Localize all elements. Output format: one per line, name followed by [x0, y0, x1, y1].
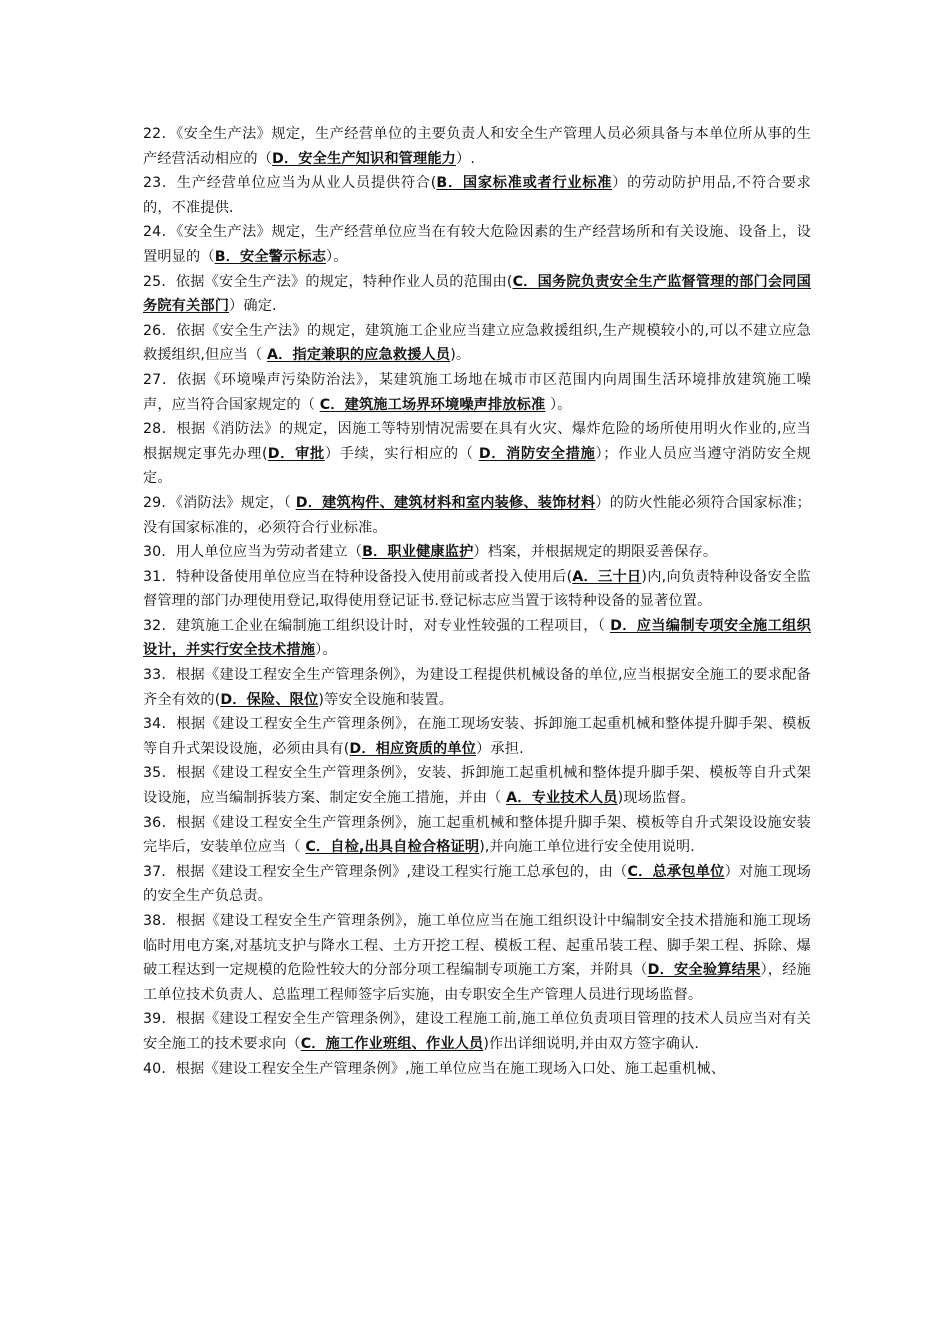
- answer-2: D．消防安全措施: [478, 445, 596, 462]
- answer: D．应当编制专项安全施工组织设计，并实行安全技术措施: [143, 617, 812, 659]
- question-text-tail: ),并向施工单位进行安全使用说明.: [479, 839, 695, 856]
- question-number: 24: [143, 224, 162, 241]
- question-text-tail: ）承担.: [476, 740, 524, 757]
- question-number: 37: [143, 863, 162, 880]
- question-number: 29: [143, 494, 162, 511]
- answer: D．审批: [267, 445, 325, 462]
- question-text: 根据《消防法》的规定，因施工等特别情况需要在具有火灾、爆炸危险的场所使用明火作业的,应当根据规定事先办理(: [143, 421, 811, 462]
- question-number: 40: [143, 1060, 162, 1077]
- question-text-tail: )。: [450, 347, 471, 364]
- question-number: 35: [143, 765, 162, 782]
- question-39: 39．根据《建设工程安全生产管理条例》，建设工程施工前,施工单位负责项目管理的技术人员应当对有关安全施工的技术要求向（C．施工作业班组、作业人员)作出详细说明,并由双方签字确认.: [143, 1011, 811, 1052]
- answer: D．安全验算结果: [647, 962, 761, 979]
- answer: D．建筑构件、建筑材料和室内装修、装饰材料: [295, 494, 596, 511]
- answer: D．安全生产知识和管理能力: [272, 150, 457, 167]
- question-number: 23: [143, 175, 162, 192]
- question-number: 34: [143, 716, 162, 733]
- question-text: 依据《安全生产法》的规定，建筑施工企业应当建立应急救援组织,生产规模较小的,可以不建立应急救援组织,但应当（: [143, 322, 811, 364]
- document-page: [143, 122, 811, 1081]
- question-text: 根据《建设工程安全生产管理条例》,建设工程实行施工总承包的，由（: [175, 863, 628, 880]
- question-34: 34．根据《建设工程安全生产管理条例》，在施工现场安装、拆卸施工起重机械和整体提升脚手架、模板等自升式架设设施，必须由具有(D．相应资质的单位）承担.: [143, 716, 811, 757]
- answer: D．保险、限位: [220, 691, 319, 708]
- question-text-tail: )等安全设施和装置。: [318, 691, 454, 708]
- question-36: 36．根据《建设工程安全生产管理条例》，施工起重机械和整体提升脚手架、模板等自升式架设设施安装完毕后，安装单位应当（ C．自检,出具自检合格证明),并向施工单位进行安全使用说明.: [143, 814, 811, 856]
- question-text: 《消防法》规定，（: [175, 494, 296, 511]
- question-31: 31．特种设备使用单位应当在特种设备投入使用前或者投入使用后(A．三十日)内,向负责特种设备安全监督管理的部门办理使用登记,取得使用登记证书.登记标志应当置于该特种设备的显著位置。: [143, 568, 812, 610]
- answer: C．施工作业班组、作业人员: [300, 1035, 484, 1052]
- question-28: 28．根据《消防法》的规定，因施工等特别情况需要在具有火灾、爆炸危险的场所使用明火作业的,应当根据规定事先办理(D．审批）手续，实行相应的（ D．消防安全措施）；作业人员应当遵守消防安全规定。: [143, 421, 811, 487]
- question-number: 33: [143, 667, 162, 684]
- question-text: 根据《建设工程安全生产管理条例》，安装、拆卸施工起重机械和整体提升脚手架、模板等自升式架设设施，应当编制拆装方案、制定安全施工措施，并由（: [143, 765, 811, 807]
- question-30: 30．用人单位应当为劳动者建立（B．职业健康监护）档案，并根据规定的期限妥善保存。: [143, 544, 718, 561]
- question-22: 22．《安全生产法》规定，生产经营单位的主要负责人和安全生产管理人员必须具备与本单位所从事的生产经营活动相应的（D．安全生产知识和管理能力）.: [143, 126, 811, 167]
- question-27: 27．依据《环境噪声污染防治法》，某建筑施工场地在城市市区范围内向周围生活环境排放建筑施工噪声，应当符合国家规定的（ C．建筑施工场界环境噪声排放标准 ）。: [143, 371, 811, 413]
- question-text-tail: )作出详细说明,并由双方签字确认.: [483, 1035, 700, 1052]
- question-26: 26．依据《安全生产法》的规定，建筑施工企业应当建立应急救援组织,生产规模较小的,可以不建立应急救援组织,但应当（ A．指定兼职的应急救援人员)。: [143, 322, 811, 364]
- question-number: 32: [143, 617, 162, 634]
- question-37: 37．根据《建设工程安全生产管理条例》,建设工程实行施工总承包的，由（C．总承包单位）对施工现场的安全生产负总责。: [143, 863, 812, 905]
- question-text: 特种设备使用单位应当在特种设备投入使用前或者投入使用后(: [175, 568, 573, 585]
- question-40: 40．根据《建设工程安全生产管理条例》,施工单位应当在施工现场入口处、施工起重机械、: [143, 1060, 726, 1077]
- answer: C．自检,出具自检合格证明: [305, 839, 480, 856]
- question-text-tail: ）档案，并根据规定的期限妥善保存。: [473, 544, 718, 561]
- question-text: 建筑施工企业在编制施工组织设计时，对专业性较强的工程项目，（: [176, 617, 611, 634]
- question-number: 39: [143, 1011, 162, 1028]
- question-text: 《安全生产法》规定，生产经营单位应当在有较大危险因素的生产经营场所和有关设施、设备上，设置明显的（: [143, 224, 811, 265]
- question-text-tail: )内,向负责特种设备安全监督管理的部门办理使用登记,取得使用登记证书.登记标志应当置于该特种设备的显著位置。: [143, 568, 812, 610]
- question-number: 26: [143, 322, 162, 339]
- question-text-tail: ），经施工单位技术负责人、总监理工程师签字后实施，由专职安全生产管理人员进行现场监督。: [143, 962, 811, 1003]
- question-text-tail: ）；作业人员应当遵守消防安全规定。: [143, 445, 811, 487]
- question-text-tail: )现场监督。: [617, 790, 695, 807]
- answer: C．建筑施工场界环境噪声排放标准: [319, 396, 546, 413]
- question-24: 24．《安全生产法》规定，生产经营单位应当在有较大危险因素的生产经营场所和有关设施、设备上，设置明显的（B．安全警示标志）。: [143, 224, 811, 265]
- answer: D．相应资质的单位: [349, 740, 477, 757]
- question-text: 《安全生产法》规定，生产经营单位的主要负责人和安全生产管理人员必须具备与本单位所从事的生产经营活动相应的（: [143, 126, 811, 167]
- question-text: 依据《安全生产法》的规定，特种作业人员的范围由(: [175, 273, 513, 290]
- question-number: 31: [143, 568, 162, 585]
- question-number: 36: [143, 814, 162, 831]
- question-33: 33．根据《建设工程安全生产管理条例》，为建设工程提供机械设备的单位,应当根据安全施工的要求配备齐全有效的(D．保险、限位)等安全设施和装置。: [143, 667, 811, 708]
- question-text-middle: ）手续，实行相应的（: [324, 445, 479, 462]
- question-number: 25: [143, 273, 162, 290]
- question-38: 38．根据《建设工程安全生产管理条例》，施工单位应当在施工组织设计中编制安全技术措施和施工现场临时用电方案,对基坑支护与降水工程、土方开挖工程、模板工程、起重吊装工程、脚手架工程、拆除、爆破工程达到一定规模的危险性较大的分部分项工程编制专项施工方案，并附具（D．安全验算结果），经施工单位技术负责人、总监理工程师签字后实施，由专职安全生产管理人员进行现场监督。: [143, 913, 811, 1003]
- question-number: 30: [143, 544, 162, 561]
- question-25: 25．依据《安全生产法》的规定，特种作业人员的范围由(C．国务院负责安全生产监督管理的部门会同国务院有关部门）确定.: [143, 273, 811, 315]
- answer: A．指定兼职的应急救援人员: [267, 347, 451, 364]
- answer: C．总承包单位: [627, 863, 725, 880]
- question-text: 根据《建设工程安全生产管理条例》，建设工程施工前,施工单位负责项目管理的技术人员应当对有关安全施工的技术要求向（: [143, 1011, 811, 1052]
- question-text: 依据《环境噪声污染防治法》，某建筑施工场地在城市市区范围内向周围生活环境排放建筑施工噪声，应当符合国家规定的（: [143, 371, 811, 413]
- question-text-tail: ）的劳动防护用品,不符合要求的，不准提供.: [143, 175, 811, 216]
- question-text-tail: ）。: [315, 642, 337, 659]
- question-text-tail: ）。: [326, 248, 348, 265]
- question-number: 27: [143, 371, 162, 388]
- question-23: 23．生产经营单位应当为从业人员提供符合(B．国家标准或者行业标准）的劳动防护用品,不符合要求的，不准提供.: [143, 175, 811, 216]
- answer: B．安全警示标志: [214, 248, 327, 265]
- question-text: 用人单位应当为劳动者建立（: [175, 544, 363, 561]
- question-text-tail: ）对施工现场的安全生产负总责。: [143, 863, 812, 905]
- answer: A．专业技术人员: [506, 790, 618, 807]
- question-29: 29．《消防法》规定，（ D．建筑构件、建筑材料和室内装修、装饰材料）的防火性能必须符合国家标准；没有国家标准的，必须符合行业标准。: [143, 494, 811, 536]
- question-text: 根据《建设工程安全生产管理条例》，在施工现场安装、拆卸施工起重机械和整体提升脚手架、模板等自升式架设设施，必须由具有(: [143, 716, 811, 757]
- question-text: 根据《建设工程安全生产管理条例》，为建设工程提供机械设备的单位,应当根据安全施工的要求配备齐全有效的(: [143, 667, 811, 708]
- answer: A．三十日: [572, 568, 642, 585]
- answer: B．职业健康监护: [362, 544, 474, 561]
- question-number: 38: [143, 913, 162, 929]
- question-text: 根据《建设工程安全生产管理条例》，施工单位应当在施工组织设计中编制安全技术措施和施工现场临时用电方案,对基坑支护与降水工程、土方开挖工程、模板工程、起重吊装工程、脚手架工程、拆除、爆破工程达到一定规模的危险性较大的分部分项工程编制专项施工方案，并附具（: [143, 913, 811, 979]
- question-text-tail: ）。: [545, 396, 572, 413]
- answer: C．国务院负责安全生产监督管理的部门会同国务院有关部门: [143, 273, 811, 315]
- answer: B．国家标准或者行业标准: [436, 175, 613, 192]
- question-text: 根据《建设工程安全生产管理条例》,施工单位应当在施工现场入口处、施工起重机械、: [175, 1060, 726, 1077]
- question-text-tail: ）.: [456, 150, 476, 167]
- question-text-tail: ）的防火性能必须符合国家标准；没有国家标准的，必须符合行业标准。: [143, 494, 811, 536]
- question-35: 35．根据《建设工程安全生产管理条例》，安装、拆卸施工起重机械和整体提升脚手架、模板等自升式架设设施，应当编制拆装方案、制定安全施工措施，并由（ A．专业技术人员)现场监督。: [143, 765, 811, 807]
- question-text-tail: ）确定.: [229, 298, 277, 315]
- question-32: 32．建筑施工企业在编制施工组织设计时，对专业性较强的工程项目，（ D．应当编制专项安全施工组织设计，并实行安全技术措施）。: [143, 617, 812, 659]
- question-text: 根据《建设工程安全生产管理条例》，施工起重机械和整体提升脚手架、模板等自升式架设设施安装完毕后，安装单位应当（: [143, 814, 811, 856]
- question-text: 生产经营单位应当为从业人员提供符合(: [176, 175, 437, 192]
- question-number: 28: [143, 421, 162, 438]
- question-number: 22: [143, 126, 162, 142]
